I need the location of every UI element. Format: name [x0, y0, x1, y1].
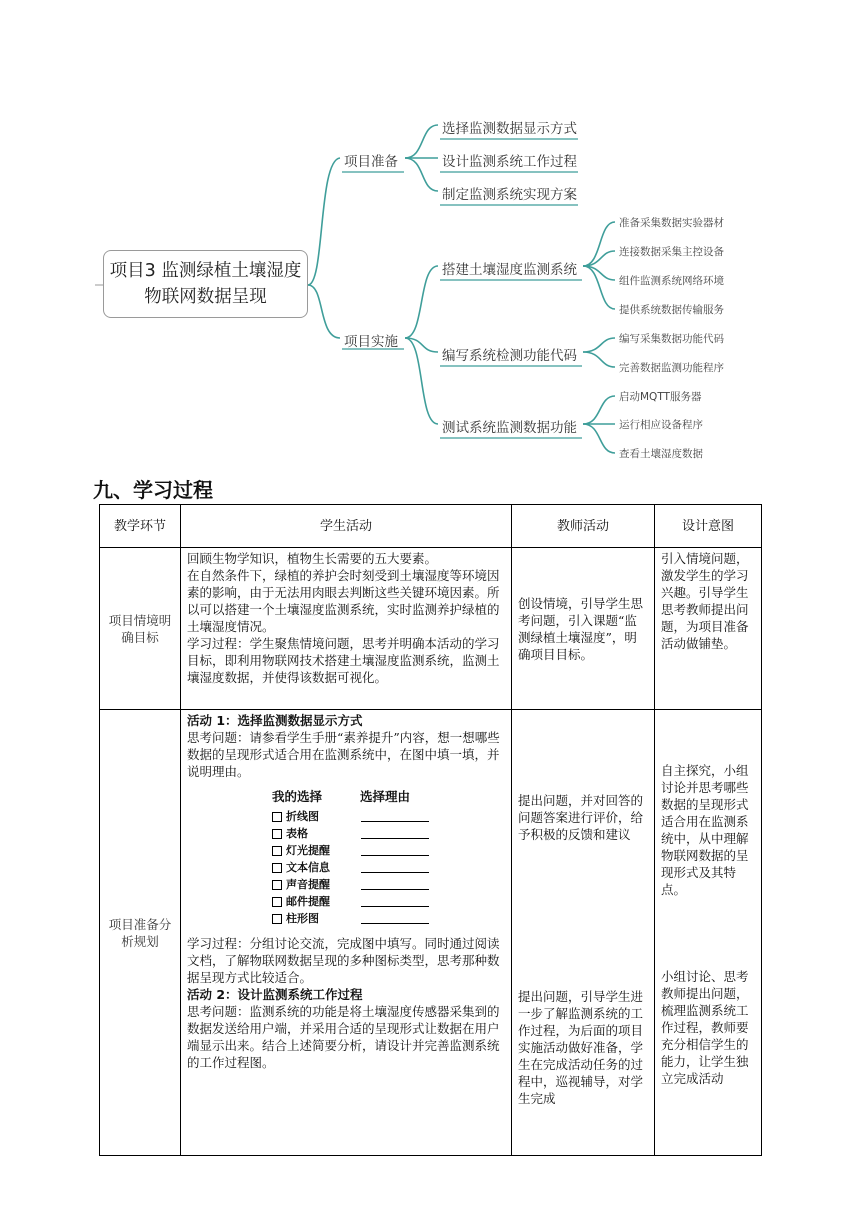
test-leaf-1: 启动MQTT服务器 [619, 391, 702, 403]
connector-root-prep [308, 158, 340, 285]
checkbox[interactable] [272, 829, 282, 839]
impl-test: 测试系统监测数据功能 [442, 420, 577, 436]
choice-label: 声音提醒 [286, 878, 330, 891]
test-leaf-3: 查看土壤湿度数据 [619, 448, 703, 460]
checkbox[interactable] [272, 880, 282, 890]
build-leaf-3: 组件监测系统网络环境 [619, 275, 724, 287]
teacher-activity-cell: 创设情境，引导学生思考问题，引入课题“监测绿植土壤湿度”，明确项目目标。 [512, 548, 655, 710]
reason-blank [361, 821, 429, 822]
choice-worksheet [272, 788, 505, 927]
activity-1-title: 活动 1：选择监测数据显示方式 [187, 713, 363, 728]
build-leaf-4: 提供系统数据传输服务 [619, 304, 724, 316]
reason-blank [361, 838, 429, 839]
choice-label: 灯光提醒 [286, 844, 330, 857]
choice-label: 文本信息 [286, 861, 330, 874]
activity-2-question: 思考问题：监测系统的功能是将土壤湿度传感器采集到的数据发送给用户端，并采用合适的呈现形式让数据在用户端显示出来。结合上述简要分析，请设计并完善监测系统的工作过程图。 [187, 1004, 500, 1070]
design-intent-cell: 引入情境问题，激发学生的学习兴趣。引导学生思考教师提出问题，为项目准备活动做铺垫。 [655, 548, 762, 710]
intent-text-1: 自主探究，小组讨论并思考哪些数据的呈现形式适合用在监测系统中，从中理解物联网数据的呈现形式及其特点。 [661, 763, 749, 897]
choice-item [272, 808, 505, 825]
impl-build: 搭建土壤湿度监测系统 [442, 262, 577, 278]
activity-1-process: 学习过程：分组讨论交流，完成图中填写。同时通过阅读文档，了解物联网数据呈现的多种图标类型，思考那种数据呈现方式比较适合。 [187, 936, 500, 985]
stage-cell: 项目情境明确目标 [100, 548, 181, 710]
teacher-text-1: 提出问题，并对回答的问题答案进行评价，给予积极的反馈和建议 [518, 793, 644, 842]
checkbox[interactable] [272, 863, 282, 873]
reason-blank [361, 923, 429, 924]
choice-item [272, 893, 505, 910]
choice-header [272, 788, 505, 805]
teacher-text-2: 提出问题，引导学生进一步了解监测系统的工作过程，为后面的项目实施活动做好准备，学生在完成活动任务的过程中，巡视辅导，对学生完成 [518, 989, 644, 1106]
student-activity-cell [181, 548, 512, 710]
mind-map-root [103, 250, 308, 318]
choice-label: 表格 [286, 827, 308, 840]
header-intent: 设计意图 [655, 505, 762, 548]
reason-blank [361, 872, 429, 873]
stage-cell: 项目准备分析规划 [100, 710, 181, 1156]
table-header-row [100, 505, 762, 548]
root-title-line1: 项目3 监测绿植土壤湿度 [109, 261, 302, 281]
prep-item-3: 制定监测系统实现方案 [442, 187, 577, 203]
prep-item-1: 选择监测数据显示方式 [442, 121, 577, 137]
choice-item [272, 825, 505, 842]
reason-blank [361, 906, 429, 907]
reason-blank [361, 855, 429, 856]
build-leaf-1: 准备采集数据实验器材 [619, 217, 724, 229]
choice-label: 邮件提醒 [286, 895, 330, 908]
learning-process-table [99, 504, 762, 1156]
choice-item [272, 910, 505, 927]
branch-prep: 项目准备 [344, 154, 398, 170]
connector-root-impl [308, 285, 340, 338]
teacher-activity-cell [512, 710, 655, 1156]
intent-text-2: 小组讨论、思考教师提出问题，梳理监测系统工作过程，教师要充分相信学生的能力，让学生独立完成活动 [661, 969, 749, 1086]
activity-2-title: 活动 2：设计监测系统工作过程 [187, 987, 363, 1002]
code-leaf-1: 编写采集数据功能代码 [619, 333, 724, 345]
choice-item [272, 876, 505, 893]
header-stage: 教学环节 [100, 505, 181, 548]
checkbox[interactable] [272, 846, 282, 856]
choice-label: 折线图 [286, 810, 319, 823]
design-intent-cell [655, 710, 762, 1156]
choice-item [272, 842, 505, 859]
impl-code: 编写系统检测功能代码 [442, 348, 577, 364]
root-title-line2: 物联网数据呈现 [144, 287, 267, 307]
mind-map [0, 0, 860, 470]
student-text: 在自然条件下，绿植的养护会时刻受到土壤湿度等环境因素的影响，由于无法用肉眼去判断这些关键环境因素。所以可以搭建一个土壤湿度监测系统，实时监测养护绿植的土壤湿度情况。 [187, 568, 500, 634]
test-leaf-2: 运行相应设备程序 [619, 419, 703, 431]
student-activity-cell [181, 710, 512, 1156]
student-text: 学习过程：学生聚焦情境问题，思考并明确本活动的学习目标，即利用物联网技术搭建土壤湿度监测系统，监测土壤湿度数据，并使得该数据可视化。 [187, 636, 500, 685]
choice-header-left: 我的选择 [272, 789, 323, 804]
checkbox[interactable] [272, 812, 282, 822]
activity-1-question: 思考问题：请参看学生手册“素养提升”内容，想一想哪些数据的呈现形式适合用在监测系统中，在图中填一填，并说明理由。 [187, 730, 500, 779]
table-row [100, 710, 762, 1156]
checkbox[interactable] [272, 897, 282, 907]
header-teacher: 教师活动 [512, 505, 655, 548]
code-leaf-2: 完善数据监测功能程序 [619, 362, 724, 374]
student-text: 回顾生物学知识，植物生长需要的五大要素。 [187, 551, 438, 566]
section-title: 九、学习过程 [93, 478, 213, 502]
prep-item-2: 设计监测系统工作过程 [442, 154, 577, 170]
table-row [100, 548, 762, 710]
build-leaf-2: 连接数据采集主控设备 [619, 246, 724, 258]
choice-item [272, 859, 505, 876]
mind-map-connectors [0, 0, 860, 470]
choice-header-right: 选择理由 [360, 789, 411, 804]
checkbox[interactable] [272, 914, 282, 924]
branch-impl: 项目实施 [344, 334, 398, 350]
reason-blank [361, 889, 429, 890]
header-student: 学生活动 [181, 505, 512, 548]
choice-label: 柱形图 [286, 912, 319, 925]
